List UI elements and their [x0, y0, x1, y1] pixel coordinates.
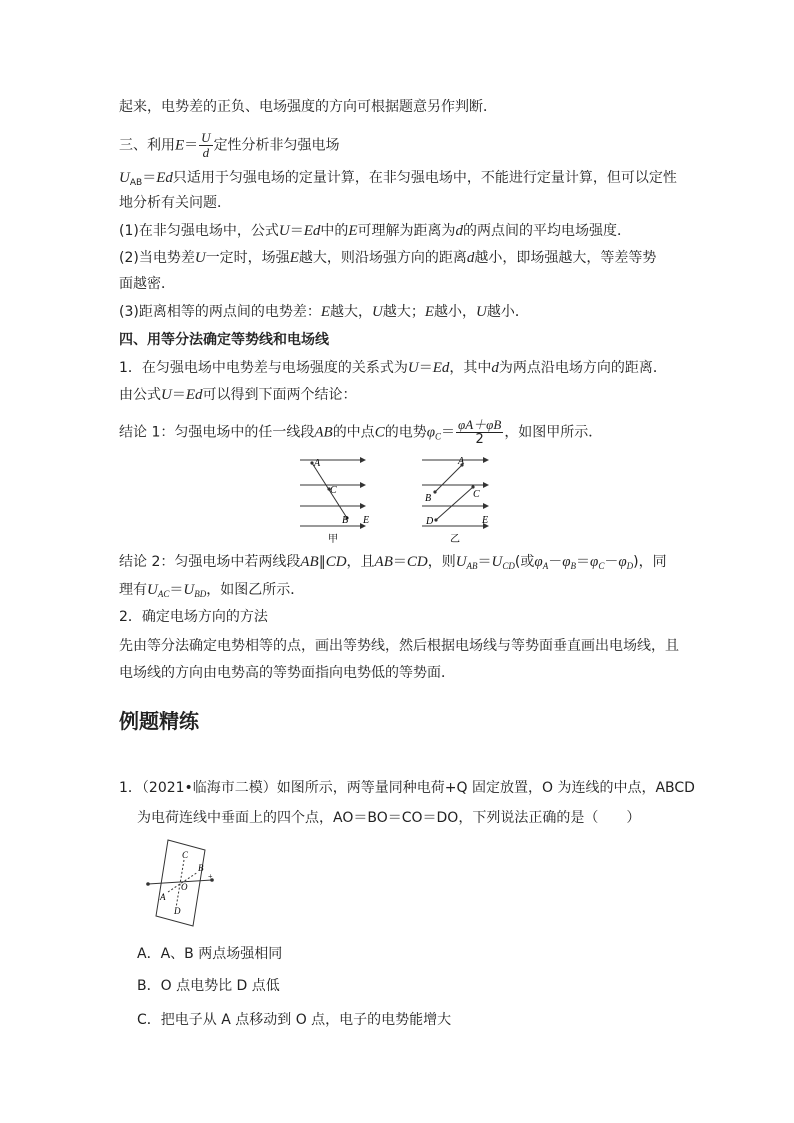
text: 越大； — [382, 304, 425, 320]
text: ，其中 — [449, 360, 492, 376]
conclusion-2-line — [119, 580, 304, 604]
list-item — [119, 248, 656, 268]
text: 越大， — [330, 304, 373, 320]
symbol: U — [476, 304, 487, 320]
option-c: C．把电子从 A 点移动到 O 点，电子的电势能增大 — [137, 1012, 452, 1028]
option-b: B．O 点电势比 D 点低 — [137, 978, 280, 994]
subscript: BD — [194, 589, 207, 599]
symbol: d — [466, 250, 475, 266]
symbol: CD — [325, 554, 347, 570]
text: 的电势 — [384, 424, 427, 441]
numerator: U — [201, 130, 211, 145]
subscript: CD — [502, 561, 515, 571]
subscript: AB — [466, 561, 478, 571]
text: ，则 — [427, 554, 456, 570]
label-o: O — [181, 882, 188, 892]
subscript: AB — [129, 178, 143, 188]
conclusion-2 — [119, 552, 667, 576]
denominator: d — [202, 145, 210, 160]
text: ＝ — [576, 554, 590, 570]
symbol: C — [374, 424, 385, 441]
point-b-right — [433, 490, 436, 493]
symbol: U — [491, 554, 503, 570]
text: ，如图乙所示． — [206, 582, 305, 598]
text: ＝ — [289, 223, 304, 239]
label-c: C — [182, 850, 189, 860]
text: ＝ — [184, 137, 199, 154]
text: 为两点沿电场方向的距离． — [498, 360, 667, 376]
symbol: U — [278, 223, 290, 239]
symbol: φ — [534, 554, 543, 570]
text: ＝ — [392, 554, 407, 570]
label-a: A — [160, 892, 166, 902]
text: 越大，则沿场强方向的距离 — [298, 250, 467, 266]
section-heading-4: 四、用等分法确定等势线和电场线 — [119, 332, 329, 348]
label-c-right: C — [473, 489, 480, 500]
subscript: A — [542, 561, 549, 571]
label-b-left: B — [342, 515, 349, 526]
denominator: 2 — [475, 432, 484, 447]
point-d-right — [434, 518, 437, 521]
caption-yi: 乙 — [450, 534, 460, 545]
symbol: AB — [300, 554, 319, 570]
text: － — [604, 554, 619, 570]
subscript: C — [435, 431, 442, 442]
paragraph — [119, 168, 677, 193]
symbol: Ed — [185, 387, 203, 403]
label-plus: + — [208, 872, 213, 881]
text: 理有 — [119, 582, 147, 598]
subscript: AC — [157, 589, 170, 599]
segment-dc — [436, 487, 473, 520]
text: ∥ — [318, 554, 326, 570]
text: 的两点间的平均电场强度． — [463, 223, 632, 239]
symbol: φ — [426, 424, 436, 441]
text: (1)在非匀强电场中，公式 — [119, 223, 279, 239]
text: ＝ — [142, 170, 157, 186]
symbol: U — [455, 554, 467, 570]
text: 定性分析非匀强电场 — [213, 137, 340, 154]
label-b: B — [198, 863, 204, 873]
paragraph: 先由等分法确定电势相等的点，画出等势线，然后根据电场线与等势面垂直画出电场线，且 — [119, 638, 679, 654]
symbol: U — [372, 304, 383, 320]
text: ，如图甲所示． — [504, 424, 603, 441]
text: 只适用于匀强电场的定量计算，在非匀强电场中，不能进行定量计算，但可以定性 — [172, 170, 677, 186]
text: (或 — [514, 554, 535, 570]
figure-charges-plane — [140, 838, 220, 930]
symbol: E — [424, 304, 435, 320]
symbol: U — [119, 170, 130, 186]
text: 结论 2：匀强电场中若两线段 — [119, 554, 301, 570]
label-e-left: E — [363, 515, 370, 526]
text: 中的 — [320, 223, 349, 239]
symbol: U — [407, 360, 419, 376]
list-item-line: 面越密． — [119, 276, 175, 292]
option-a: A．A、B 两点场强相同 — [137, 946, 283, 962]
symbol: Ed — [303, 223, 321, 239]
symbol: d — [491, 360, 499, 376]
label-d: D — [174, 906, 181, 916]
text: ＝ — [171, 387, 186, 403]
charge-connecting-line — [148, 880, 212, 884]
text: ＝ — [169, 582, 184, 598]
list-item — [119, 221, 631, 241]
text: (2)当电势差 — [119, 250, 195, 266]
text: )，同 — [633, 554, 667, 570]
symbol: E — [175, 137, 185, 154]
symbol: E — [289, 250, 299, 266]
text: 结论 1：匀强电场中的任一线段 — [119, 424, 315, 441]
text: 越小，即场强越大，等差等势 — [474, 250, 657, 266]
fraction — [199, 131, 212, 160]
subscript: B — [570, 561, 576, 571]
text: ，且 — [346, 554, 375, 570]
symbol: E — [320, 304, 331, 320]
text: 可理解为距离为 — [357, 223, 456, 239]
symbol: E — [348, 223, 358, 239]
section-heading-3 — [119, 131, 340, 160]
text: (3)距离相等的两点间的电势差： — [119, 304, 321, 320]
text: 由公式 — [119, 387, 161, 403]
label-a-left: A — [314, 458, 321, 469]
charge-left — [146, 882, 150, 886]
text: ＝ — [441, 424, 456, 441]
text: ＝ — [477, 554, 492, 570]
question-stem-line: 为电荷连线中垂面上的四个点，AO＝BO＝CO＝DO，下列说法正确的是（ ） — [137, 810, 641, 826]
label-a-right: A — [458, 456, 465, 467]
text: － — [548, 554, 563, 570]
section-title: 例题精练 — [119, 709, 199, 733]
symbol: U — [194, 250, 206, 266]
symbol: d — [455, 223, 464, 239]
question-stem: 1．（2021•临海市二模）如图所示，两等量同种电荷+Q 固定放置，O 为连线的中点，ABCD — [119, 780, 695, 796]
symbol: φ — [590, 554, 599, 570]
fraction — [456, 418, 503, 447]
label-e-right: E — [482, 515, 489, 526]
symbol: U — [147, 582, 158, 598]
numerator: φA＋φB — [458, 417, 502, 432]
symbol: φ — [618, 554, 627, 570]
label-b-right: B — [425, 493, 432, 504]
paragraph-line: 地分析有关问题． — [119, 195, 231, 211]
text: 越小． — [486, 304, 529, 320]
symbol: AB — [314, 424, 333, 441]
label-c-left: C — [330, 485, 337, 496]
subscript: C — [598, 561, 605, 571]
text: 可以得到下面两个结论： — [202, 387, 357, 403]
symbol: Ed — [432, 360, 450, 376]
paragraph — [119, 358, 667, 378]
paragraph: 起来，电势差的正负、电场强度的方向可根据题意另作判断． — [119, 99, 497, 115]
paragraph: 电场线的方向由电势高的等势面指向电势低的等势面． — [119, 665, 455, 681]
paragraph — [119, 385, 357, 405]
text: 一定时，场强 — [205, 250, 290, 266]
symbol: φ — [562, 554, 571, 570]
list-item — [119, 302, 529, 322]
caption-jia: 甲 — [328, 534, 338, 545]
symbol: Ed — [156, 170, 173, 186]
conclusion-1 — [119, 418, 602, 447]
label-d-right: D — [426, 516, 434, 527]
paragraph: 2．确定电场方向的方法 — [119, 609, 268, 625]
symbol: U — [161, 387, 172, 403]
symbol: CD — [406, 554, 428, 570]
text: ＝ — [418, 360, 433, 376]
symbol: AB — [374, 554, 393, 570]
segment-ba — [435, 465, 462, 492]
text: 1．在匀强电场中电势差与电场强度的关系式为 — [119, 360, 408, 376]
text: 三、利用 — [119, 137, 175, 154]
text: 越小， — [434, 304, 477, 320]
text: 的中点 — [332, 424, 375, 441]
subscript: D — [626, 561, 634, 571]
symbol: U — [183, 582, 195, 598]
figure-uniform-field — [290, 450, 510, 550]
